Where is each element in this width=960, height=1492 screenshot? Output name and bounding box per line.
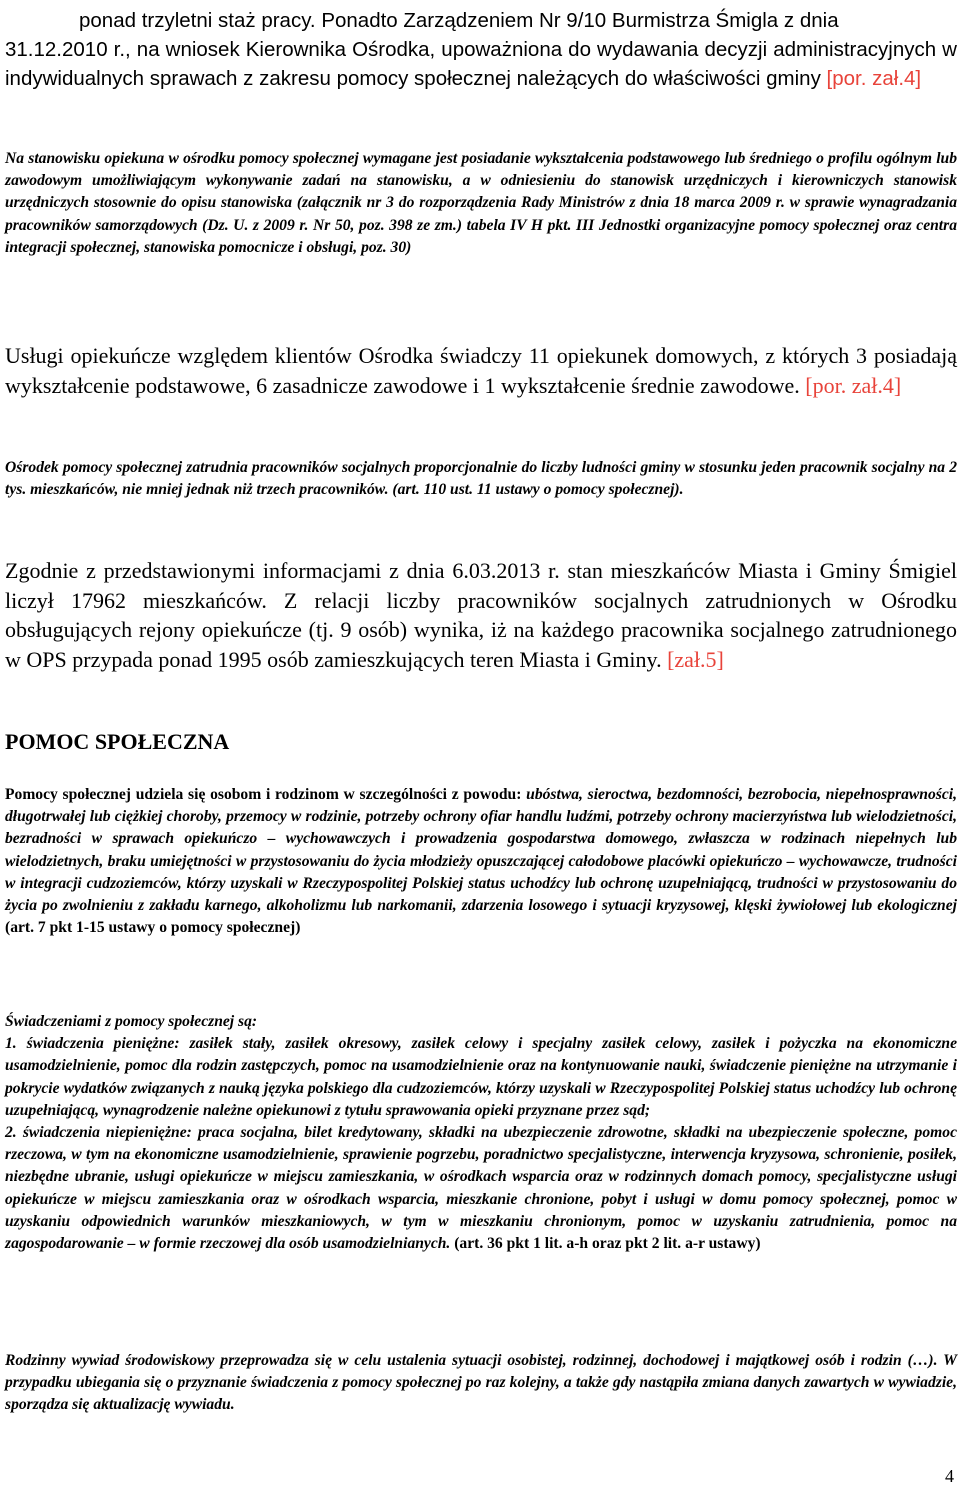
list-item (5, 1122, 957, 1255)
intro-paragraph (5, 6, 957, 93)
zgodnie-paragraph (5, 556, 957, 674)
pomoc-legal-basis: (art. 7 pkt 1-15 ustawy o pomocy społecznej) (5, 919, 301, 937)
attachment-reference[interactable]: [zał.5] (667, 646, 724, 672)
list-item-legal-basis: (art. 36 pkt 1 lit. a-h oraz pkt 2 lit. a-r ustawy) (454, 1235, 761, 1253)
opiekun-requirements-paragraph (5, 148, 957, 259)
list-item: 1. świadczenia pieniężne: zasiłek stały, zasiłek okresowy, zasiłek celowy i specjalny zasiłek celowy, zasiłek i pożyczka na ekonomiczne usamodzielnienie, pomoc dla rodzin zastępczych, pomoc na usamodzielnienie oraz na kontynuowanie nauki, świadczenie pieniężne na utrzymanie i pokrycie wydatków związanych z nauką języka polskiego dla cudzoziemców, którzy uzyskali w Rzeczypospolitej Polskiej status uchodźcy lub ochronę uzupełniającą, wynagrodzenie należne opiekunowi z tytułu sprawowania opieki przyznane przez sąd; (5, 1035, 957, 1119)
osrodek-text: Ośrodek pomocy społecznej zatrudnia pracowników socjalnych proporcjonalnie do liczby ludności gminy w stosunku jeden pracownik socjalny na 2 tys. mieszkańców, nie mniej jednak niż trzech pracowników. (art. 110 ust. 11 ustawy o pomocy społecznej). (5, 459, 957, 499)
pomoc-lead: Pomocy społecznej udziela się osobom i rodzinom w szczególności z powodu: (5, 786, 522, 803)
uslugi-text: Usługi opiekuńcze względem klientów Ośrodka świadczy 11 opiekunek domowych, z których 3 posiadają wykształcenie podstawowe, 6 zasadnicze zawodowe i 1 wykształcenie średnie zawodowe. (5, 343, 957, 398)
attachment-reference[interactable]: [por. zał.4] (805, 372, 902, 398)
page-number: 4 (945, 1466, 954, 1486)
wywiad-paragraph (5, 1350, 957, 1417)
uslugi-paragraph (5, 341, 957, 400)
intro-first-line: ponad trzyletni staż pracy. Ponadto Zarządzeniem Nr 9/10 Burmistrza Śmigla z dnia (79, 9, 839, 32)
pomoc-reasons: ubóstwa, sieroctwa, bezdomności, bezrobocia, niepełnosprawności, długotrwałej lub ciężkiej choroby, przemocy w rodzinie, potrzeby ochrony ofiar handlu ludźmi, potrzeby ochrony macierzyństwa lub wielodzietności, bezradności w sprawach opiekuńczo – wychowawczych i prowadzenia gospodarstwa domowego, zwłaszcza w rodzinach niepełnych lub wielodzietnych, braku umiejętności w przystosowaniu do życia młodzieży opuszczającej całodobowe placówki opiekuńczo – wychowawcze, trudności w integracji cudzoziemców, którzy uzyskali w Rzeczypospolitej Polskiej status uchodźcy lub ochronę uzupełniającą, trudności w przystosowaniu do życia po zwolnieniu z zakładu karnego, alkoholizmu lub narkomanii, zdarzenia losowego i sytuacji kryzysowej, klęski żywiołowej lub ekologicznej (5, 786, 958, 915)
swiadczenia-section (5, 1011, 957, 1255)
osrodek-paragraph (5, 457, 957, 501)
attachment-reference[interactable]: [por. zał.4] (826, 67, 922, 90)
opiekun-text: Na stanowisku opiekuna w ośrodku pomocy społecznej wymagane jest posiadanie wykształcenia podstawowego lub średniego o profilu ogólnym lub zawodowym umożliwiającym wykonywanie zadań na stanowisku, a w odniesieniu do stanowisk urzędniczych i kierowniczych stanowisk urzędniczych stosownie do opisu stanowiska (załącznik nr 3 do rozporządzenia Rady Ministrów z dnia 18 marca 2009 r. w sprawie wynagradzania pracowników samorządowych (Dz. U. z 2009 r. Nr 50, poz. 398 ze zm.) tabela IV H pkt. III Jednostki organizacyjne pomocy społecznej oraz centra integracji społecznej, stanowiska pomocnicze i obsługi, poz. 30) (5, 150, 957, 256)
wywiad-text: Rodzinny wywiad środowiskowy przeprowadza się w celu ustalenia sytuacji osobistej, rodzinnej, dochodowej i majątkowej osób i rodzin (…). W przypadku ubiegania się o przyznanie świadczenia z pomocy społecznej po raz kolejny, a także gdy nastąpiła zmiana danych zawartych w wywiadzie, sporządza się aktualizację wywiadu. (5, 1352, 957, 1414)
zgodnie-text: Zgodnie z przedstawionymi informacjami z dnia 6.03.2013 r. stan mieszkańców Miasta i Gminy Śmigiel liczył 17962 mieszkańców. Z relacji liczby pracowników socjalnych zatrudnionych w Ośrodku obsługujących rejony opiekuńcze (tj. 9 osób) wynika, iż na każdego pracownika socjalnego zatrudnionego w OPS przypada ponad 1995 osób zamieszkujących teren Miasta i Gminy. (5, 558, 957, 672)
pomoc-paragraph (5, 784, 957, 939)
section-title: POMOC SPOŁECZNA (5, 729, 230, 754)
swiadczenia-heading: Świadczeniami z pomocy społecznej są: (5, 1013, 258, 1030)
intro-text: 31.12.2010 r., na wniosek Kierownika Ośrodka, upoważniona do wydawania decyzji administracyjnych w indywidualnych sprawach z zakresu pomocy społecznej należących do właściwości gminy (5, 38, 957, 90)
list-item-text: 2. świadczenia niepieniężne: praca socjalna, bilet kredytowany, składki na ubezpieczenie zdrowotne, składki na ubezpieczenie społeczne, pomoc rzeczowa, w tym na ekonomiczne usamodzielnienie, sprawienie pogrzebu, poradnictwo specjalistyczne, interwencja kryzysowa, schronienie, posiłek, niezbędne ubranie, usługi opiekuńcze w miejscu zamieszkania, w ośrodkach wsparcia oraz w rodzinnych domach pomocy, specjalistyczne usługi opiekuńcze w miejscu zamieszkania oraz w ośrodkach wsparcia, mieszkanie chronione, pobyt i usługi w domu pomocy społecznej, pomoc w uzyskaniu odpowiednich warunków mieszkaniowych, w tym w mieszkaniu chronionym, pomoc w uzyskaniu zatrudnienia, pomoc na zagospodarowanie – w formie rzeczowej dla osób usamodzielnianych. (5, 1124, 957, 1253)
